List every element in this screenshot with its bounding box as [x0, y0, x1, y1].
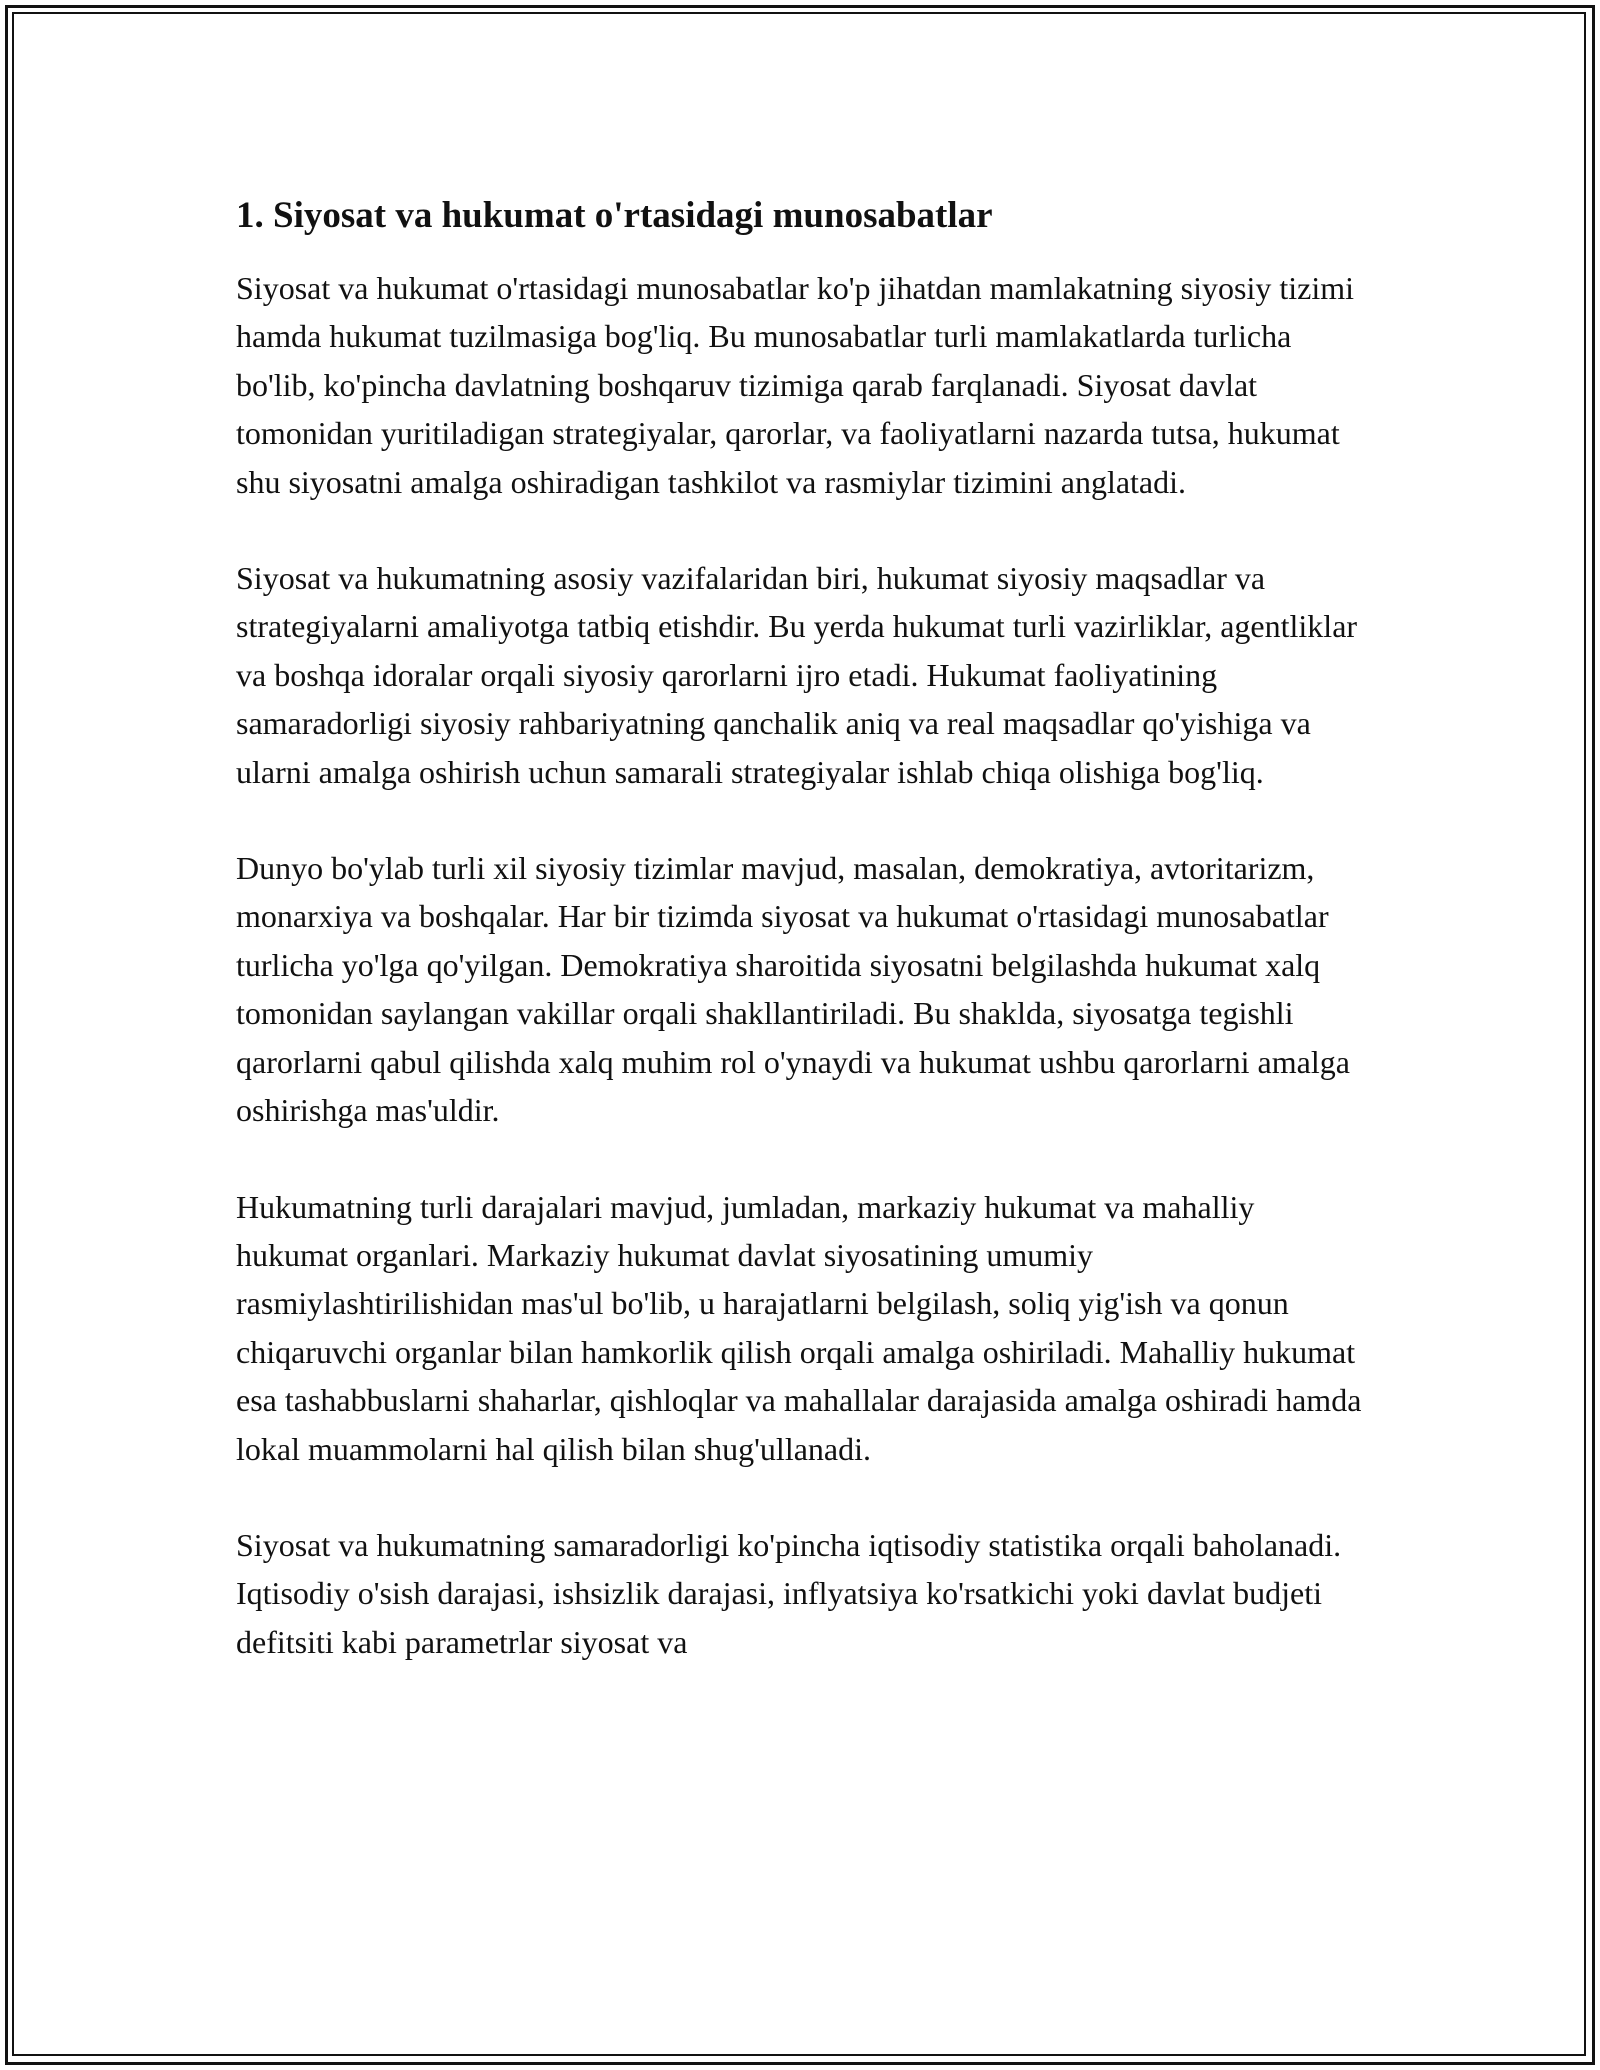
- section-heading: 1. Siyosat va hukumat o'rtasidagi munosabatlar: [236, 195, 993, 236]
- paragraph-4: Hukumatning turli darajalari mavjud, jumladan, markaziy hukumat va mahalliy hukumat organlari. Markaziy hukumat davlat siyosatining umumiy rasmiylashtirilishidan mas'ul bo'lib, u harajatlarni belgilash, soliq yig'ish va qonun chiqaruvchi organlar bilan hamkorlik qilish orqali amalga oshiriladi. Mahalliy hukumat esa tashabbuslarni shaharlar, qishloqlar va mahallalar darajasida amalga oshiradi hamda lokal muammolarni hal qilish bilan shug'ullanadi.: [236, 1188, 1362, 1467]
- document-body: [236, 186, 1366, 1666]
- paragraph-2: Siyosat va hukumatning asosiy vazifalaridan biri, hukumat siyosiy maqsadlar va strategiyalarni amaliyotga tatbiq etishdir. Bu yerda hukumat turli vazirliklar, agentliklar va boshqa idoralar orqali siyosiy qarorlarni ijro etadi. Hukumat faoliyatining samaradorligi siyosiy rahbariyatning qanchalik aniq va real maqsadlar qo'yishiga va ularni amalga oshirish uchun samarali strategiyalar ishlab chiqa olishiga bog'liq.: [236, 560, 1358, 790]
- paragraph-5: Siyosat va hukumatning samaradorligi ko'pincha iqtisodiy statistika orqali baholanadi. Iqtisodiy o'sish darajasi, ishsizlik darajasi, inflyatsiya ko'rsatkichi yoki davlat budjeti defitsiti kabi parametrlar siyosat va: [236, 1526, 1342, 1660]
- paragraph-1: Siyosat va hukumat o'rtasidagi munosabatlar ko'p jihatdan mamlakatning siyosiy tizimi hamda hukumat tuzilmasiga bog'liq. Bu munosabatlar turli mamlakatlarda turlicha bo'lib, ko'pincha davlatning boshqaruv tizimiga qarab farqlanadi. Siyosat davlat tomonidan yuritiladigan strategiyalar, qarorlar, va faoliyatlarni nazarda tutsa, hukumat shu siyosatni amalga oshiradigan tashkilot va rasmiylar tizimini anglatadi.: [236, 270, 1355, 500]
- paragraph-3: Dunyo bo'ylab turli xil siyosiy tizimlar mavjud, masalan, demokratiya, avtoritarizm, monarxiya va boshqalar. Har bir tizimda siyosat va hukumat o'rtasidagi munosabatlar turlicha yo'lga qo'yilgan. Demokratiya sharoitida siyosatni belgilashda hukumat xalq tomonidan saylangan vakillar orqali shakllantiriladi. Bu shaklda, siyosatga tegishli qarorlarni qabul qilishda xalq muhim rol o'ynaydi va hukumat ushbu qarorlarni amalga oshirishga mas'uldir.: [236, 850, 1350, 1129]
